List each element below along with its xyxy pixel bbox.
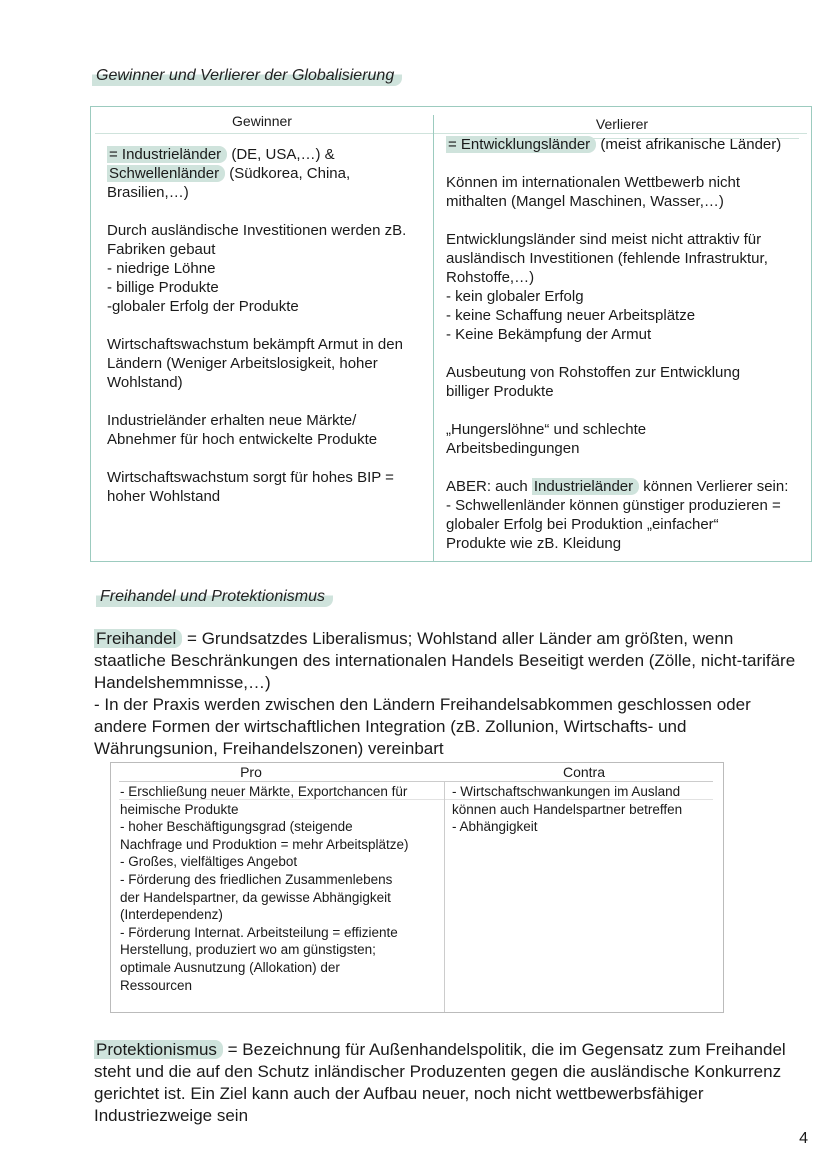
column-header-winners: Gewinner xyxy=(232,113,292,129)
column-header-losers: Verlierer xyxy=(595,116,649,132)
losers-exploitation: Ausbeutung von Rohstoffen zur Entwicklung billiger Produkte xyxy=(446,364,741,400)
winners-definition: = Industrieländer (DE, USA,…) & Schwellenländer (Südkorea, China, Brasilien,…) xyxy=(107,146,351,201)
pro-contra-divider xyxy=(444,781,445,1012)
column-header-contra: Contra xyxy=(562,764,606,780)
losers-column xyxy=(446,135,808,553)
winners-investments: Durch ausländische Investitionen werden zB. Fabriken gebaut - niedrige Löhne - billige Produkte -globaler Erfolg der Produkte xyxy=(107,222,407,315)
pro-contra-table xyxy=(110,762,724,1013)
losers-investments: Entwicklungsländer sind meist nicht attraktiv für ausländisch Investitionen (fehlende Infrastruktur, Rohstoffe,…) - kein globaler Erfolg - keine Schaffung neuer Arbeitsplätze - Keine Bekämpfung der Armut xyxy=(446,231,768,343)
column-header-pro: Pro xyxy=(240,764,262,780)
freihandel-term: Freihandel xyxy=(94,629,182,648)
losers-industrial-note: ABER: auch Industrieländer können Verlierer sein: - Schwellenländer können günstiger produzieren = globaler Erfolg bei Produktion „einfacher“ Produkte wie zB. Kleidung xyxy=(446,478,789,552)
section-heading-freihandel: Freihandel und Protektionismus xyxy=(96,588,333,606)
winners-column xyxy=(107,145,433,525)
protektionismus-term: Protektionismus xyxy=(94,1040,223,1059)
protektionismus-paragraph: Protektionismus = Bezeichnung für Außenhandelspolitik, die im Gegensatz zum Freihandel steht und die auf den Schutz inländischer Produzenten gegen die ausländische Konkurrenz gerichtet ist. Ein Ziel kann auch der Aufbau neuer, noch nicht wettbewerbsfähiger Industriezweige sein xyxy=(94,1040,786,1125)
pro-column: - Erschließung neuer Märkte, Exportchancen für heimische Produkte - hoher Beschäftigungsgrad (steigende Nachfrage und Produktion = mehr Arbeitsplätze) - Großes, vielfältiges Angebot - Förderung des friedlichen Zusammenlebens der Handelspartner, da gewisse Abhängigkeit (Interdependenz) - Förderung Internat. Arbeitsteilung = effiziente Herstellung, produziert wo am günstigsten; optimale Ausnutzung (Allokation) der Ressourcen xyxy=(120,784,409,993)
table-header-rule xyxy=(95,133,807,134)
winners-markets: Industrieländer erhalten neue Märkte/ Abnehmer für hoch entwickelte Produkte xyxy=(107,412,378,448)
winners-growth: Wirtschaftswachstum bekämpft Armut in den Ländern (Weniger Arbeitslosigkeit, hoher Wohlstand) xyxy=(107,336,403,391)
pro-contra-header-rule xyxy=(119,781,713,782)
contra-column: - Wirtschaftschwankungen im Ausland können auch Handelspartner betreffen - Abhängigkeit xyxy=(452,784,683,835)
page-number: 4 xyxy=(799,1130,808,1147)
losers-competition: Können im internationalen Wettbewerb nicht mithalten (Mangel Maschinen, Wasser,…) xyxy=(446,174,741,210)
winners-gdp: Wirtschaftswachstum sorgt für hohes BIP = hoher Wohlstand xyxy=(107,469,394,505)
freihandel-paragraph: Freihandel = Grundsatzdes Liberalismus; Wohlstand aller Länder am größten, wenn staatliche Beschränkungen des internationalen Handels Beseitigt werden (Zölle, nicht-tarifäre Handelshemmnisse,…) - In der Praxis werden zwischen den Ländern Freihandelsabkommen geschlossen oder andere Formen der wirtschaftlichen Integration (zB. Zollunion, Wirtschafts- und Währungsunion, Freihandelszonen) vereinbart xyxy=(94,629,796,758)
losers-definition: = Entwicklungsländer (meist afrikanische Länder) xyxy=(448,136,782,153)
losers-wages: „Hungerslöhne“ und schlechte Arbeitsbedingungen xyxy=(446,421,647,457)
winners-losers-table xyxy=(90,106,812,562)
table-column-divider xyxy=(433,115,434,561)
section-heading-globalisierung: Gewinner und Verlierer der Globalisierung xyxy=(92,67,402,85)
